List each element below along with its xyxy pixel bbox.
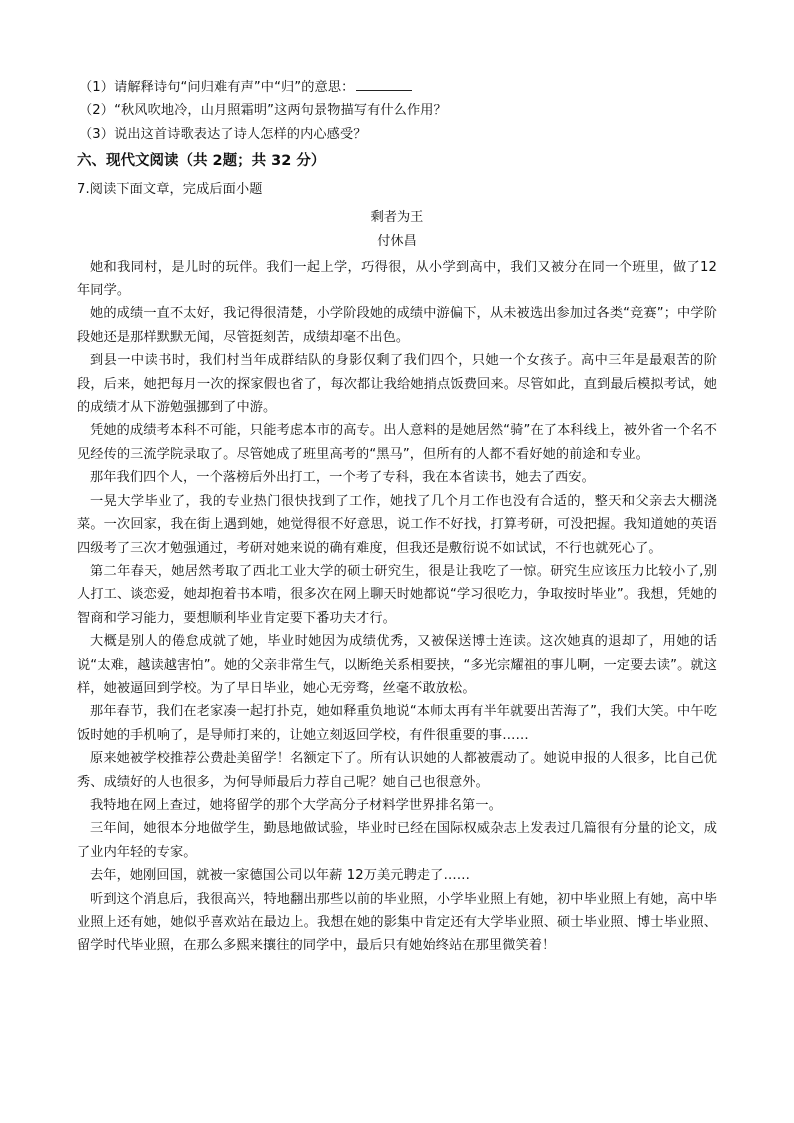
article-author: 付休昌	[377, 233, 417, 249]
paragraph: 第二年春天，她居然考取了西北工业大学的硕士研究生，很是让我吃了一惊。研究生应该压力比较小了,别人打工、谈恋爱，她却抱着书本啃，很多次在网上聊天时她都说“学习很吃力，争取按时毕业”。我想，凭她的智商和学习能力，要想顺利毕业肯定要下番功夫才行。	[77, 563, 717, 626]
question-3: （3）说出这首诗歌表达了诗人怎样的内心感受？	[79, 126, 367, 142]
answer-blank[interactable]	[356, 76, 412, 91]
paragraph: 那年春节，我们在老家凑一起打扑克，她如释重负地说“本师太再有半年就要出苦海了”，我们大笑。中午吃饭时她的手机响了，是导师打来的，让她立刻返回学校，有件很重要的事……	[77, 704, 717, 743]
question-1	[77, 76, 717, 99]
task-instruction: 7.阅读下面文章，完成后面小题	[77, 182, 263, 198]
section-title: 六、现代文阅读（共 2题；共 32 分）	[77, 153, 326, 170]
paragraph: 一晃大学毕业了，我的专业热门很快找到了工作，她找了几个月工作也没有合适的，整天和父亲去大棚浇菜。一次回家，我在街上遇到她，她觉得很不好意思，说工作不好找，打算考研，可没把握。我知道她的英语四级考了三次才勉强通过，考研对她来说的确有难度，但我还是敷衍说不如试试，不行也就死心了。	[77, 493, 717, 556]
document-content	[77, 76, 717, 958]
paragraph: 到县一中读书时，我们村当年成群结队的身影仅剩了我们四个，只她一个女孩子。高中三年是最艰苦的阶段，后来，她把每月一次的探家假也省了，每次都让我给她捎点饭费回来。尽管如此，直到最后模拟考试，她的成绩才从下游勉强挪到了中游。	[77, 353, 717, 416]
paragraph: 大概是别人的倦怠成就了她，毕业时她因为成绩优秀，又被保送博士连读。这次她真的退却了，用她的话说“太难，越读越害怕”。她的父亲非常生气，以断绝关系相要挟，“多光宗耀祖的事儿啊，一定要去读”。就这样，她被逼回到学校。为了早日毕业，她心无旁骛，丝毫不敢放松。	[77, 634, 717, 696]
question-2: （2）“秋风吹地冷，山月照霜明”这两句景物描写有什么作用？	[79, 103, 447, 119]
article-title: 剩者为王	[370, 209, 424, 225]
question-1-text: （1）请解释诗句“问归难有声”中“归”的意思：	[79, 80, 355, 95]
paragraph: 我特地在网上查过，她将留学的那个大学高分子材料学世界排名第一。	[90, 797, 502, 813]
paragraph: 她和我同村，是儿时的玩伴。我们一起上学，巧得很，从小学到高中，我们又被分在同一个班里，做了12年同学。	[77, 259, 717, 299]
paragraph: 她的成绩一直不太好，我记得很清楚，小学阶段她的成绩中游偏下，从未被选出参加过各类“竞赛”；中学阶段她还是那样默默无闻，尽管挺刻苦，成绩却毫不出色。	[77, 306, 717, 345]
paragraph: 三年间，她很本分地做学生，勤恳地做试验，毕业时已经在国际权威杂志上发表过几篇很有分量的论文，成了业内年轻的专家。	[77, 821, 717, 860]
paragraph: 凭她的成绩考本科不可能，只能考虑本市的高专。出人意料的是她居然“骑”在了本科线上，被外省一个名不见经传的三流学院录取了。尽管她成了班里高考的“黑马”，但所有的人都不看好她的前途和专业。	[77, 423, 717, 462]
paragraph: 那年我们四个人，一个落榜后外出打工，一个考了专科，我在本省读书，她去了西安。	[90, 470, 595, 486]
paragraph: 去年，她刚回国，就被一家德国公司以年薪 12万美元聘走了……	[90, 868, 471, 884]
article-body	[77, 256, 717, 958]
paragraph: 原来她被学校推荐公费赴美留学！名额定下了。所有认识她的人都被震动了。她说申报的人很多，比自己优秀、成绩好的人也很多，为何导师最后力荐自己呢？她自己也很意外。	[77, 751, 717, 790]
paragraph: 听到这个消息后，我很高兴，特地翻出那些以前的毕业照，小学毕业照上有她，初中毕业照上有她，高中毕业照上还有她，她似乎喜欢站在最边上。我想在她的影集中肯定还有大学毕业照、硕士毕业照、博士毕业照、留学时代毕业照，在那么多熙来攘往的同学中，最后只有她始终站在那里微笑着！	[77, 891, 717, 954]
